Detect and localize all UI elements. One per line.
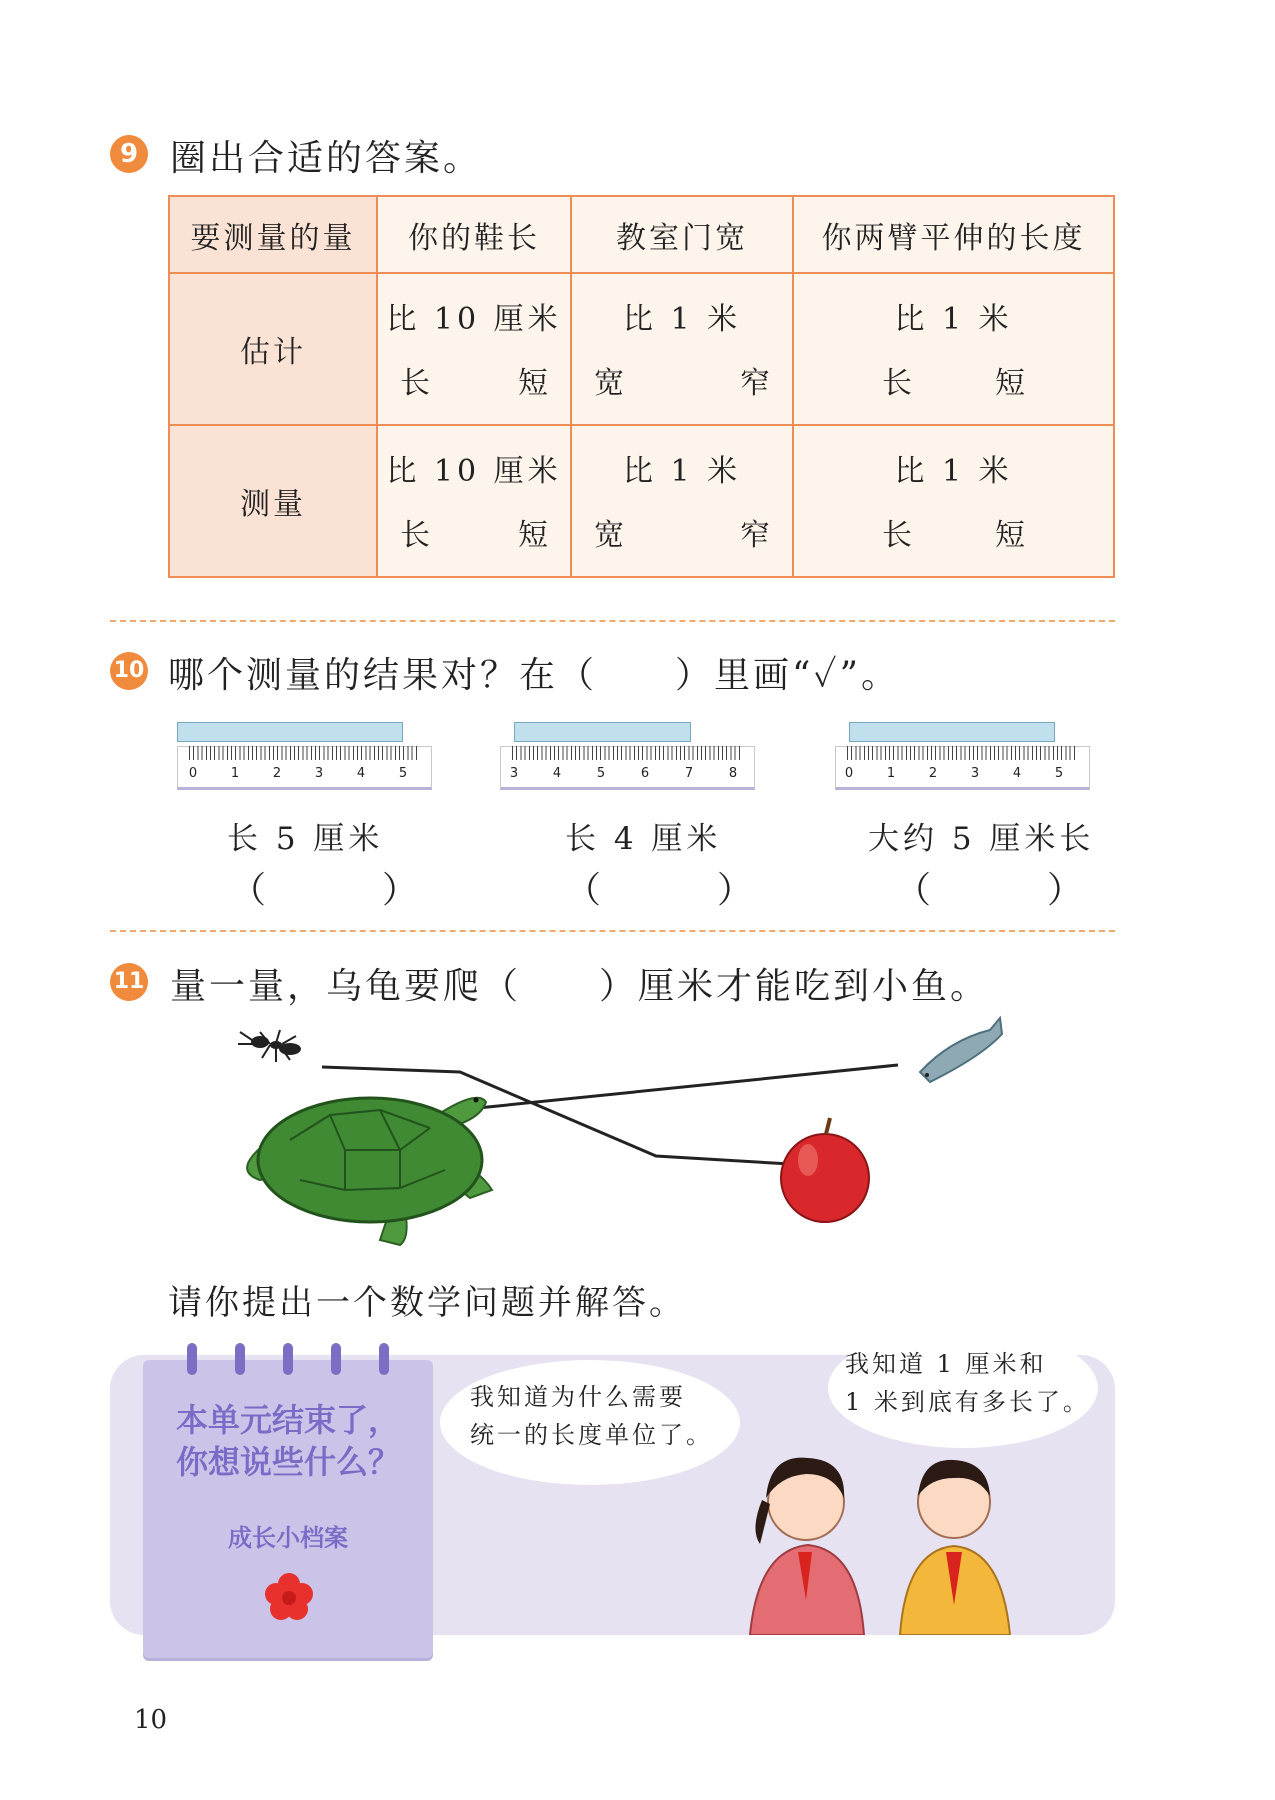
tick-label: 2 <box>272 766 282 781</box>
ruler-2 <box>500 722 755 792</box>
header-cell: 教室门宽 <box>571 196 793 273</box>
ruler-3 <box>835 722 1090 792</box>
section-divider <box>110 620 1115 622</box>
apple-icon <box>781 1118 869 1222</box>
boy-figure <box>900 1460 1010 1635</box>
choice-option[interactable]: 长 <box>882 366 912 401</box>
choice-cell[interactable] <box>571 425 793 577</box>
choice-option[interactable]: 窄 <box>740 366 770 401</box>
boy-speech-line-2: 1 米到底有多长了。 <box>845 1388 1090 1416</box>
choice-cell[interactable] <box>377 425 571 577</box>
cell-prompt: 比 1 米 <box>894 454 1013 489</box>
ruler-numbers <box>835 766 1090 784</box>
question-10-prompt: 哪个测量的结果对？在（ ）里画“✓”。 <box>168 655 901 696</box>
tick-label: 5 <box>398 766 408 781</box>
turtle-route-illustration <box>230 1000 1030 1260</box>
choice-option[interactable]: 宽 <box>594 366 624 401</box>
page-number: 10 <box>134 1705 168 1735</box>
binder-ring <box>283 1343 293 1375</box>
tick-label: 5 <box>1054 766 1064 781</box>
measured-strip <box>177 722 403 742</box>
measured-strip <box>849 722 1055 742</box>
ruler-ticks <box>189 746 420 760</box>
question-11-followup: 请你提出一个数学问题并解答。 <box>168 1283 686 1323</box>
route-turtle-to-fish <box>478 1065 898 1108</box>
cell-prompt: 比 1 米 <box>894 302 1013 337</box>
ruler-numbers <box>177 766 432 784</box>
cell-prompt: 比 10 厘米 <box>386 302 562 337</box>
tick-label: 1 <box>886 766 896 781</box>
binder-ring <box>235 1343 245 1375</box>
choice-cell[interactable] <box>377 273 571 425</box>
question-11-prompt: 量一量，乌龟要爬（ ）厘米才能吃到小鱼。 <box>170 966 990 1007</box>
tick-label: 3 <box>970 766 980 781</box>
tick-label: 6 <box>640 766 650 781</box>
answer-parentheses[interactable]: （ ） <box>230 870 459 911</box>
binder-ring <box>187 1343 197 1375</box>
choice-cell[interactable] <box>793 425 1114 577</box>
girl-speech-line-1: 我知道为什么需要 <box>470 1383 686 1411</box>
choice-option[interactable]: 短 <box>518 518 548 553</box>
choice-option[interactable]: 窄 <box>740 518 770 553</box>
choice-cell[interactable] <box>793 273 1114 425</box>
measured-strip <box>514 722 691 742</box>
tick-label: 8 <box>728 766 738 781</box>
option-caption: 长 5 厘米 <box>227 821 384 857</box>
option-caption: 长 4 厘米 <box>565 821 722 857</box>
section-divider <box>110 930 1115 932</box>
ant-icon <box>238 1030 301 1062</box>
answer-parentheses[interactable]: （ ） <box>565 870 794 911</box>
tick-label: 0 <box>188 766 198 781</box>
binder-ring <box>379 1343 389 1375</box>
choice-option[interactable]: 短 <box>995 366 1025 401</box>
choice-option[interactable]: 长 <box>882 518 912 553</box>
tick-label: 0 <box>844 766 854 781</box>
choice-cell[interactable] <box>571 273 793 425</box>
choice-option[interactable]: 长 <box>400 518 430 553</box>
card-title-line-1: 本单元结束了， <box>175 1401 400 1439</box>
question-number-9: 9 <box>110 135 148 173</box>
ruler-ticks <box>847 746 1078 760</box>
choice-option[interactable]: 短 <box>995 518 1025 553</box>
fish-icon <box>920 1018 1002 1082</box>
tick-label: 4 <box>356 766 366 781</box>
option-caption: 大约 5 厘米长 <box>868 821 1095 857</box>
children-illustration <box>740 1440 1030 1635</box>
table-row <box>169 425 1114 577</box>
cell-prompt: 比 10 厘米 <box>386 454 562 489</box>
card-subtitle: 成长小档案 <box>228 1524 348 1552</box>
answer-parentheses[interactable]: （ ） <box>895 870 1124 911</box>
ruler-numbers <box>500 766 755 784</box>
girl-speech-line-2: 统一的长度单位了。 <box>470 1421 713 1449</box>
question-number-11: 11 <box>110 963 148 1001</box>
tick-label: 3 <box>509 766 519 781</box>
binder-ring <box>331 1343 341 1375</box>
tick-label: 1 <box>230 766 240 781</box>
choice-option[interactable]: 长 <box>400 366 430 401</box>
card-title-line-2: 你想说些什么？ <box>175 1443 400 1481</box>
cell-prompt: 比 1 米 <box>622 302 742 337</box>
row-label-measure: 测量 <box>169 425 377 577</box>
girl-figure <box>750 1458 864 1635</box>
row-label-estimate: 估计 <box>169 273 377 425</box>
tick-label: 2 <box>928 766 938 781</box>
choice-option[interactable]: 宽 <box>594 518 624 553</box>
header-cell: 你两臂平伸的长度 <box>793 196 1114 273</box>
header-cell: 你的鞋长 <box>377 196 571 273</box>
estimate-measure-table <box>168 195 1115 578</box>
tick-label: 7 <box>684 766 694 781</box>
table-header-row <box>169 196 1114 273</box>
cell-prompt: 比 1 米 <box>622 454 742 489</box>
flower-icon <box>263 1572 315 1622</box>
table-row <box>169 273 1114 425</box>
question-number-10: 10 <box>110 652 148 690</box>
boy-speech-line-1: 我知道 1 厘米和 <box>845 1350 1047 1378</box>
turtle-icon <box>247 1098 492 1246</box>
tick-label: 5 <box>596 766 606 781</box>
question-9-prompt: 圈出合适的答案。 <box>170 138 483 179</box>
choice-option[interactable]: 短 <box>518 366 548 401</box>
header-cell: 要测量的量 <box>169 196 377 273</box>
tick-label: 4 <box>1012 766 1022 781</box>
ruler-ticks <box>512 746 743 760</box>
tick-label: 4 <box>552 766 562 781</box>
tick-label: 3 <box>314 766 324 781</box>
ruler-1 <box>177 722 432 792</box>
